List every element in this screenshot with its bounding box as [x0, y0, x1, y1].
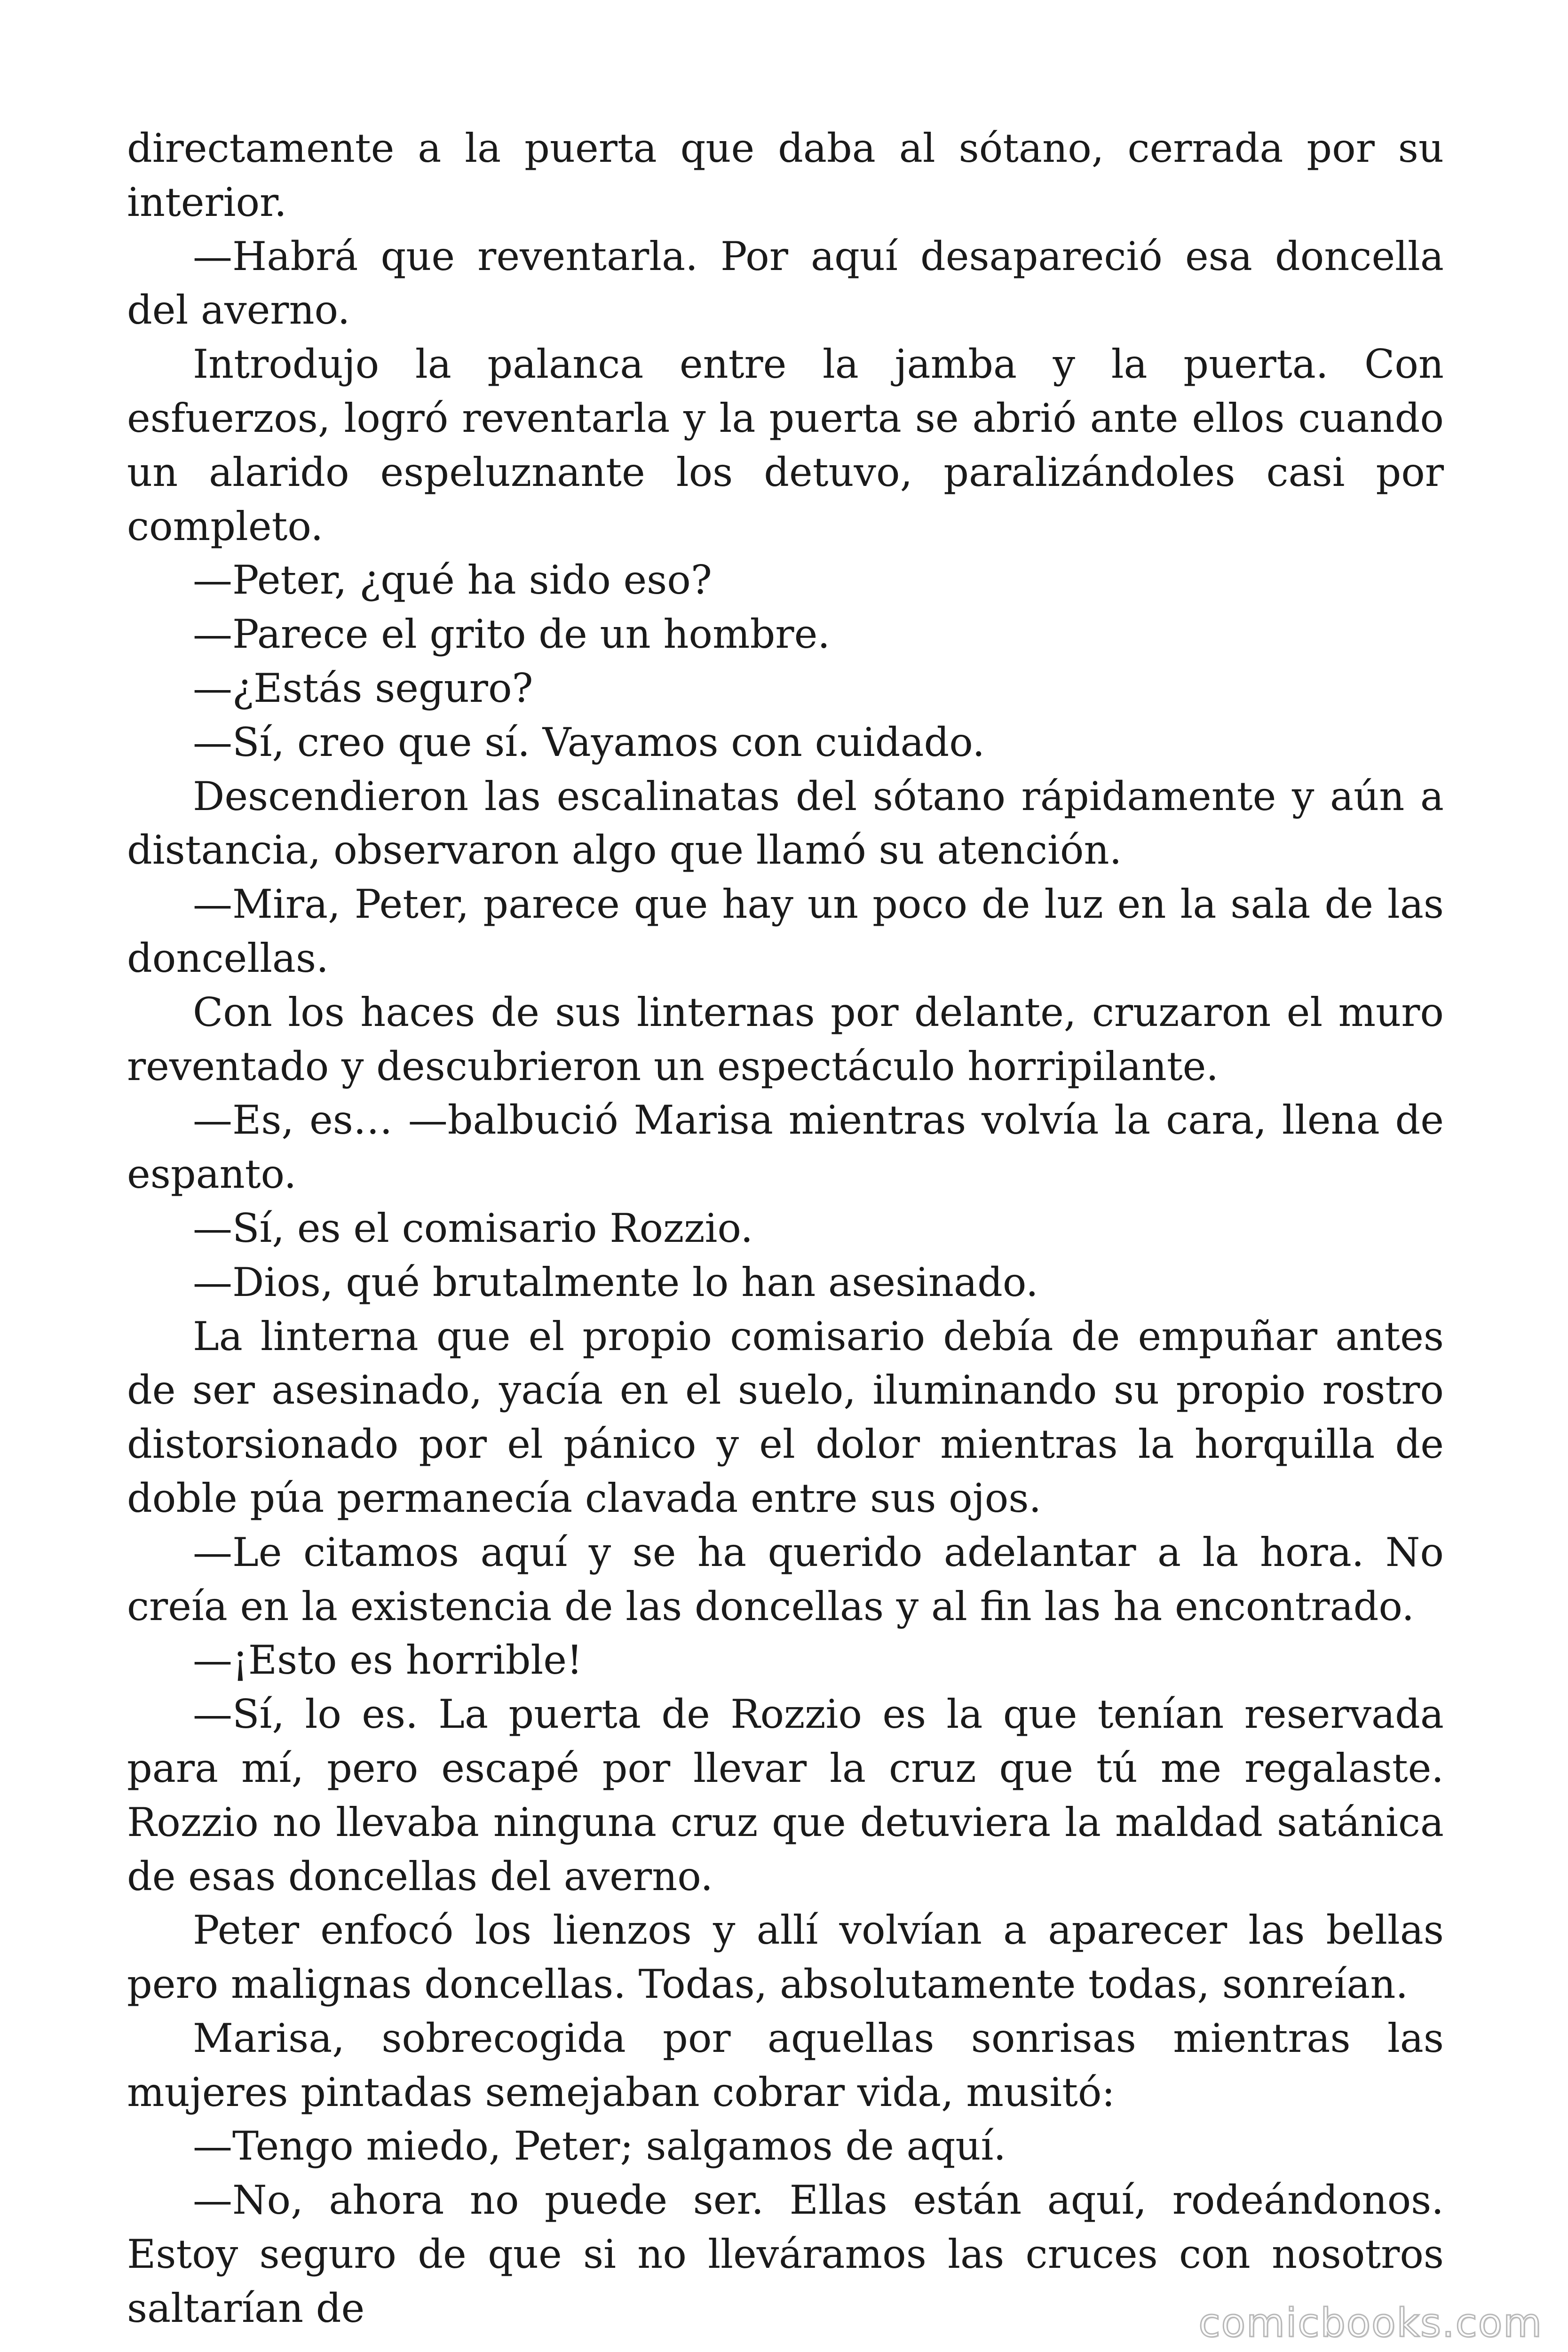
paragraph: —Sí, lo es. La puerta de Rozzio es la que tenían reservada para mí, pero escapé por llevar la cruz que tú me regalaste. Rozzio no llevaba ninguna cruz que detuviera la maldad satánica de esas doncellas del averno.	[127, 1691, 1444, 1899]
paragraph: Peter enfocó los lienzos y allí volvían a aparecer las bellas pero malignas doncellas. Todas, absolutamente todas, sonreían.	[127, 1907, 1444, 2008]
paragraph: —Es, es… —balbució Marisa mientras volvía la cara, llena de espanto.	[127, 1097, 1444, 1198]
paragraph: —Le citamos aquí y se ha querido adelantar a la hora. No creía en la existencia de las doncellas y al fin las ha encontrado.	[127, 1529, 1444, 1629]
paragraph: Descendieron las escalinatas del sótano rápidamente y aún a distancia, observaron algo que llamó su atención.	[127, 773, 1444, 874]
paragraph: —Peter, ¿qué ha sido eso?	[193, 557, 712, 604]
paragraph-continued: directamente a la puerta que daba al sótano, cerrada por su interior.	[127, 125, 1444, 225]
paragraph: Con los haces de sus linternas por delante, cruzaron el muro reventado y descubrieron un espectáculo horripilante.	[127, 989, 1444, 1089]
paragraph: —Sí, es el comisario Rozzio.	[193, 1205, 753, 1251]
paragraph: Marisa, sobrecogida por aquellas sonrisas mientras las mujeres pintadas semejaban cobrar vida, musitó:	[127, 2015, 1444, 2115]
paragraph: —Parece el grito de un hombre.	[193, 611, 830, 658]
paragraph: —Habrá que reventarla. Por aquí desapareció esa doncella del averno.	[127, 233, 1444, 334]
paragraph: —¿Estás seguro?	[193, 665, 533, 711]
body-text	[127, 121, 1444, 2336]
paragraph: —No, ahora no puede ser. Ellas están aquí, rodeándonos. Estoy seguro de que si no lleváramos las cruces con nosotros saltarían de	[127, 2177, 1444, 2331]
watermark: comicbooks.com	[1198, 2300, 1543, 2346]
paragraph: La linterna que el propio comisario debía de empuñar antes de ser asesinado, yacía en el suelo, iluminando su propio rostro distorsionado por el pánico y el dolor mientras la horquilla de doble púa permanecía clavada entre sus ojos.	[127, 1313, 1444, 1521]
paragraph: —Tengo miedo, Peter; salgamos de aquí.	[193, 2123, 1006, 2169]
paragraph: —Mira, Peter, parece que hay un poco de luz en la sala de las doncellas.	[127, 881, 1444, 981]
paragraph: —¡Esto es horrible!	[193, 1637, 583, 1684]
paragraph: —Dios, qué brutalmente lo han asesinado.	[193, 1259, 1038, 1305]
paragraph: Introdujo la palanca entre la jamba y la puerta. Con esfuerzos, logró reventarla y la puerta se abrió ante ellos cuando un alarido espeluznante los detuvo, paralizándoles casi por completo.	[127, 341, 1444, 549]
paragraph: —Sí, creo que sí. Vayamos con cuidado.	[193, 719, 985, 765]
